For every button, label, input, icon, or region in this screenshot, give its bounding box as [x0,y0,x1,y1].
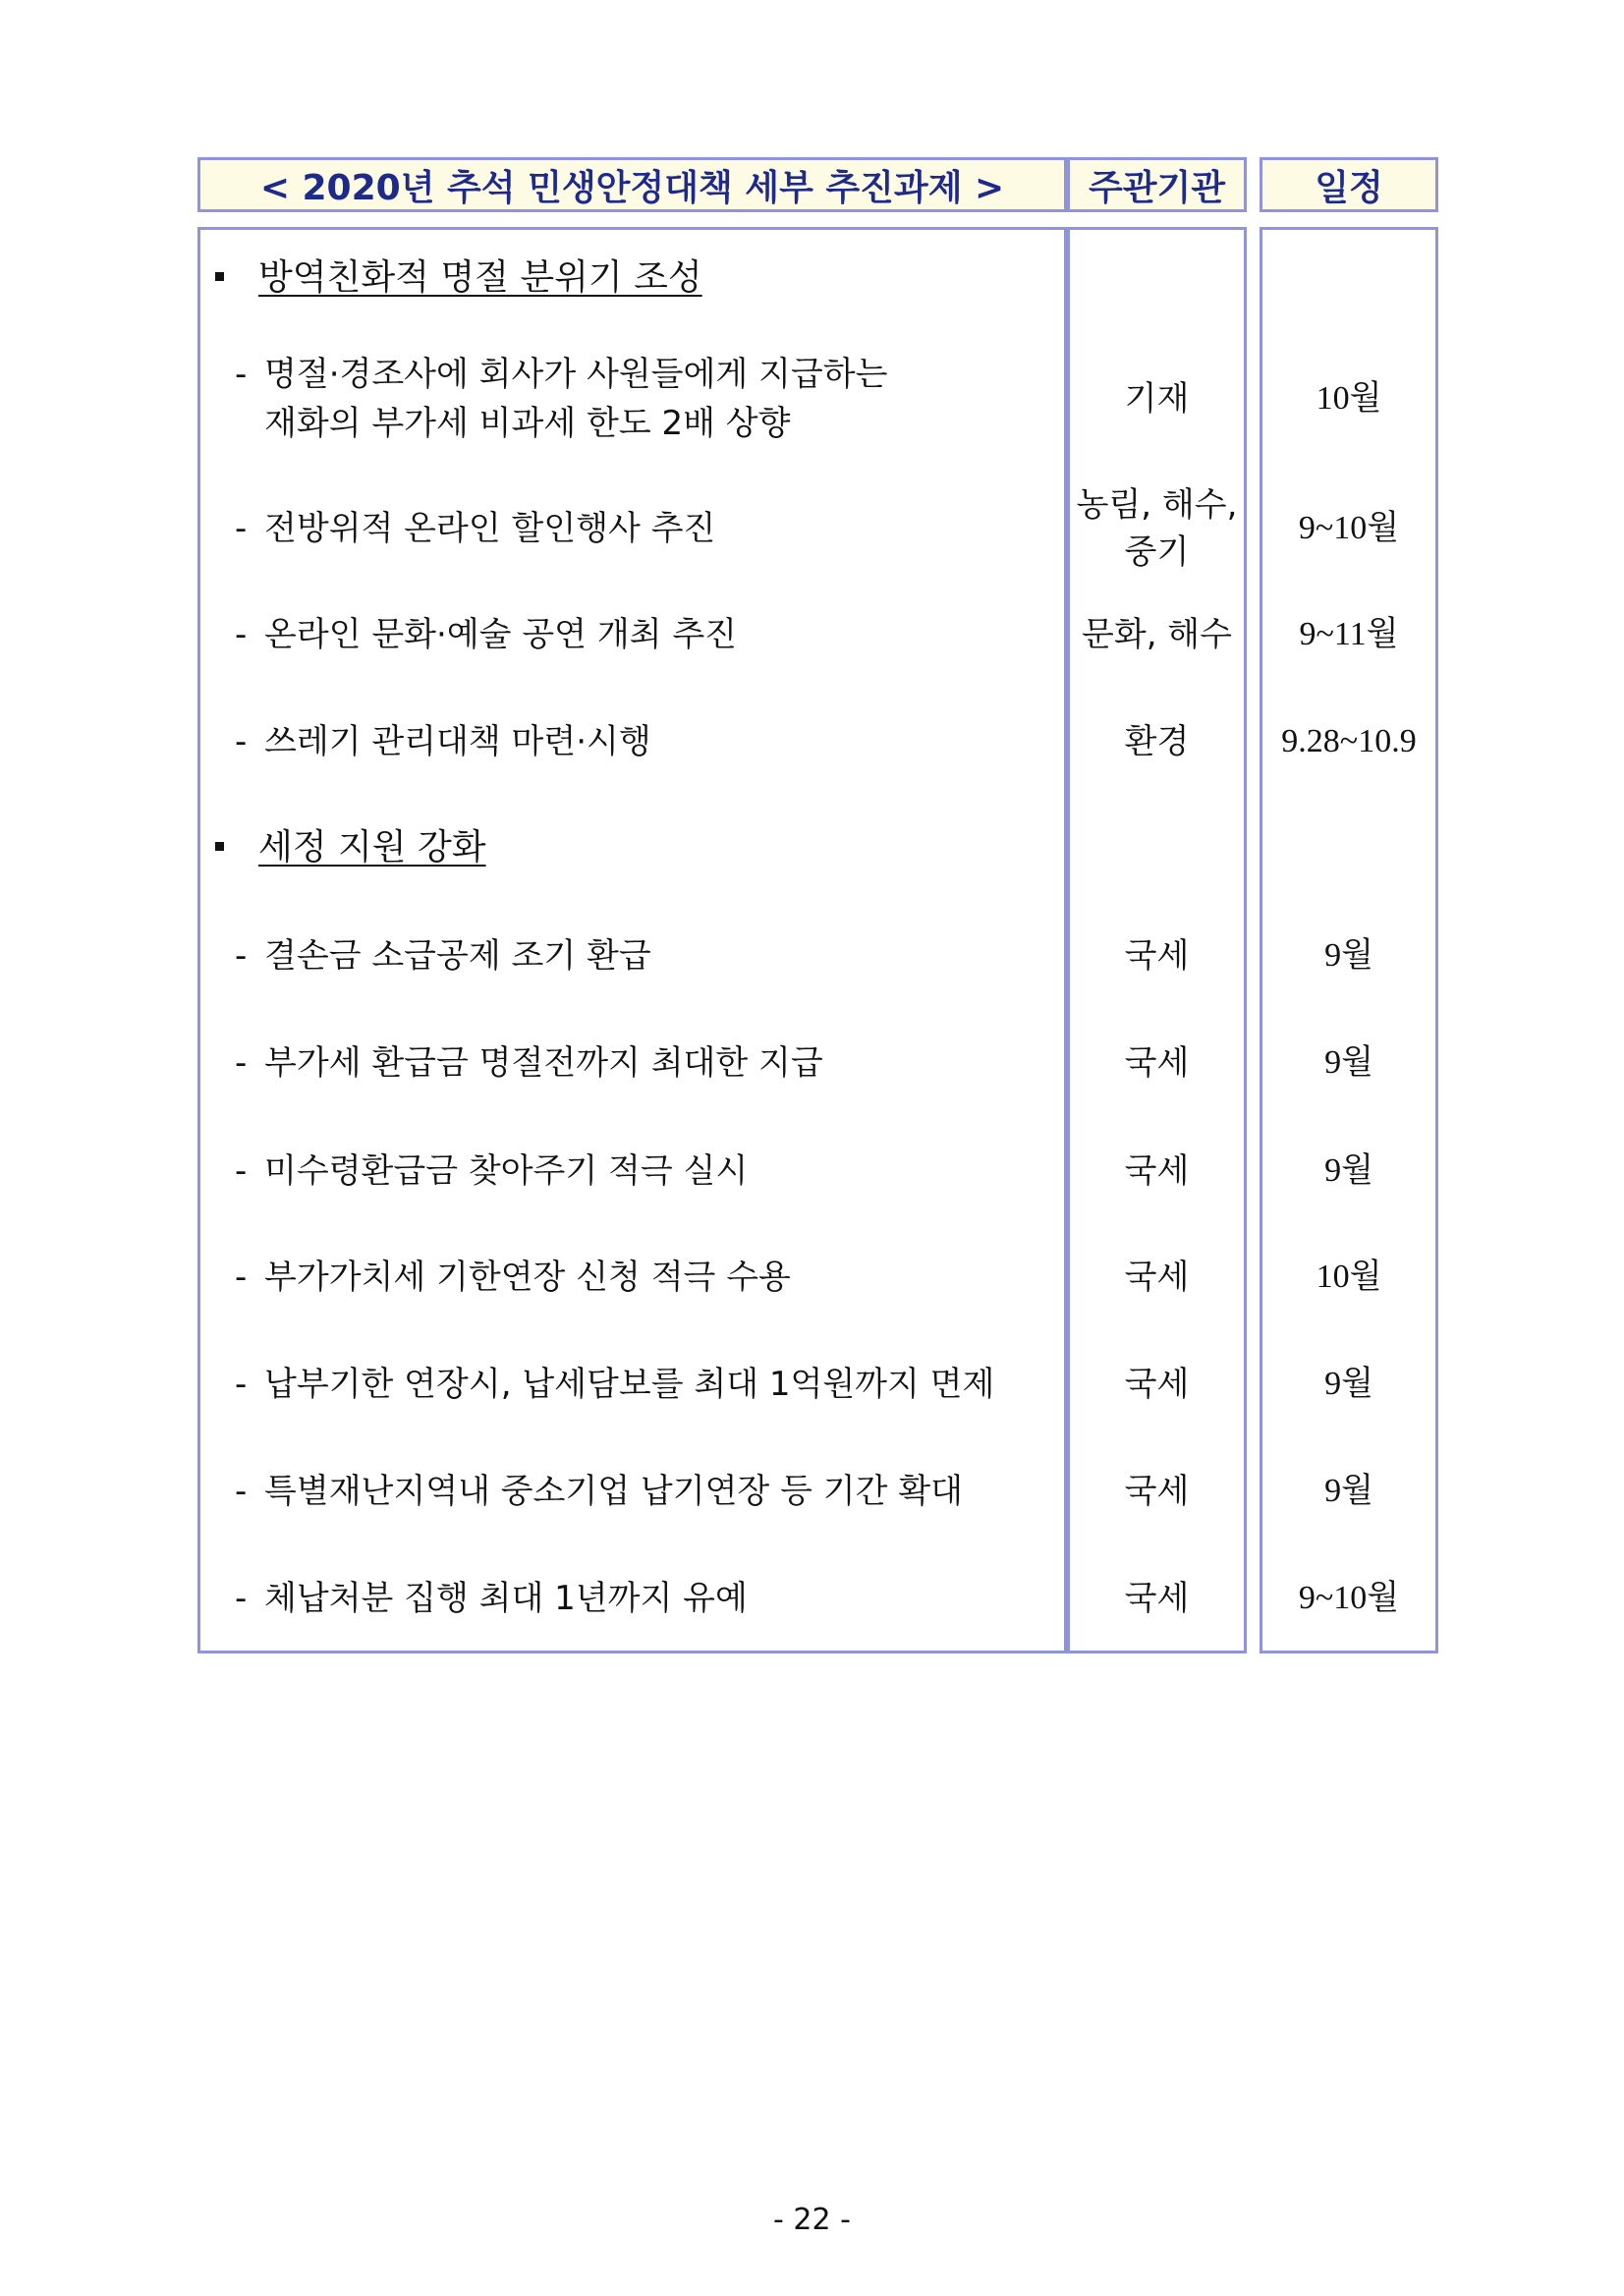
list-dash: - [235,1151,248,1191]
table-row [197,607,1438,662]
agency-text: 기재 [1124,379,1190,419]
header-agency-text: 주관기관 [1088,167,1226,208]
list-dash: - [235,1472,248,1511]
header-schedule-text: 일정 [1315,167,1383,208]
page-number: - 22 - [773,2203,851,2237]
agency-cell [1067,1250,1247,1305]
task-text [235,1574,1060,1623]
task-text [235,1360,1060,1409]
task-line: 체납처분 집행 최대 1년까지 유예 [264,1579,748,1618]
schedule-text: 10월 [1316,1259,1382,1295]
task-line: 부가가치세 기한연장 신청 적극 수용 [264,1258,791,1297]
square-bullet-icon [215,272,224,281]
schedule-text: 9월 [1324,1152,1373,1189]
task-text [235,1038,1060,1088]
list-dash: - [235,1258,248,1297]
task-line: 쓰레기 관리대책 마련·시행 [264,722,651,761]
list-dash: - [235,1579,248,1618]
schedule-cell [1260,607,1438,662]
schedule-cell [1260,1571,1438,1626]
list-dash: - [235,355,248,394]
task-line: 미수령환급금 찾아주기 적극 실시 [264,1151,749,1191]
list-dash: - [235,936,248,976]
schedule-text: 9월 [1324,1366,1373,1402]
schedule-text: 9월 [1324,1044,1373,1081]
agency-text: 국세 [1124,936,1190,976]
agency-text: 문화, 해수 [1082,615,1232,654]
schedule-text: 10월 [1316,380,1382,417]
header-task-title [197,157,1067,212]
task-line: 전방위적 온라인 할인행사 추진 [264,509,716,548]
agency-text: 농림, 해수, [1076,485,1238,525]
table-row [197,1036,1438,1091]
agency-cell [1067,1144,1247,1199]
agency-text-continued: 중기 [1124,532,1190,572]
schedule-text: 9~10월 [1298,1580,1400,1616]
agency-text: 국세 [1124,1151,1190,1191]
task-line: 결손금 소급공제 조기 환급 [264,936,651,976]
agency-cell [1067,1571,1247,1626]
schedule-text: 9~11월 [1299,616,1399,652]
agency-text: 국세 [1124,1043,1190,1083]
schedule-cell [1260,1464,1438,1519]
table-row [197,346,1438,452]
list-dash: - [235,615,248,654]
agency-cell [1067,607,1247,662]
schedule-cell [1260,1357,1438,1412]
task-line: 납부기한 연장시, 납세담보를 최대 1억원까지 면제 [264,1365,995,1404]
schedule-cell [1260,1144,1438,1199]
task-text [235,717,1060,766]
task-text [235,1467,1060,1516]
task-text [235,350,1060,448]
schedule-cell [1260,1250,1438,1305]
section-title: 방역친화적 명절 분위기 조성 [258,257,702,298]
agency-cell [1067,1464,1247,1519]
table-row [197,714,1438,769]
agency-cell [1067,1357,1247,1412]
schedule-text: 9~10월 [1298,510,1400,546]
table-row [197,477,1438,580]
table-row [197,1144,1438,1199]
task-line: 명절·경조사에 회사가 사원들에게 지급하는 [264,355,888,394]
task-text [235,931,1060,980]
task-text [235,610,1060,659]
agency-text: 국세 [1124,1579,1190,1618]
list-dash: - [235,509,248,548]
task-text [235,504,1060,553]
agency-text: 국세 [1124,1258,1190,1297]
header-agency [1067,157,1247,212]
table-row [197,1571,1438,1626]
task-line: 부가세 환급금 명절전까지 최대한 지급 [264,1043,823,1083]
task-line: 온라인 문화·예술 공연 개최 추진 [264,615,738,654]
list-dash: - [235,1365,248,1404]
table-row [197,1464,1438,1519]
agency-cell [1067,714,1247,769]
agency-cell [1067,477,1247,580]
table-row [197,1357,1438,1412]
schedule-text: 9월 [1324,1473,1373,1509]
agency-cell [1067,928,1247,983]
header-task-title-text: < 2020년 추석 민생안정대책 세부 추진과제 > [259,167,1005,208]
square-bullet-icon [215,842,224,851]
section-title: 세정 지원 강화 [258,827,486,868]
agency-text: 국세 [1124,1472,1190,1511]
schedule-cell [1260,1036,1438,1091]
header-schedule [1260,157,1438,212]
agency-cell [1067,346,1247,452]
schedule-text: 9월 [1324,937,1373,974]
task-text [235,1147,1060,1196]
schedule-cell [1260,477,1438,580]
agency-text: 국세 [1124,1365,1190,1404]
table-row [197,928,1438,983]
schedule-cell [1260,928,1438,983]
list-dash: - [235,1043,248,1083]
schedule-cell [1260,714,1438,769]
schedule-cell [1260,346,1438,452]
schedule-text: 9.28~10.9 [1281,723,1417,759]
list-dash: - [235,722,248,761]
agency-text: 환경 [1124,722,1190,761]
table-row [197,1250,1438,1305]
task-line-continued: 재화의 부가세 비과세 한도 2배 상향 [264,404,791,443]
task-text [235,1253,1060,1302]
task-line: 특별재난지역내 중소기업 납기연장 등 기간 확대 [264,1472,963,1511]
agency-cell [1067,1036,1247,1091]
